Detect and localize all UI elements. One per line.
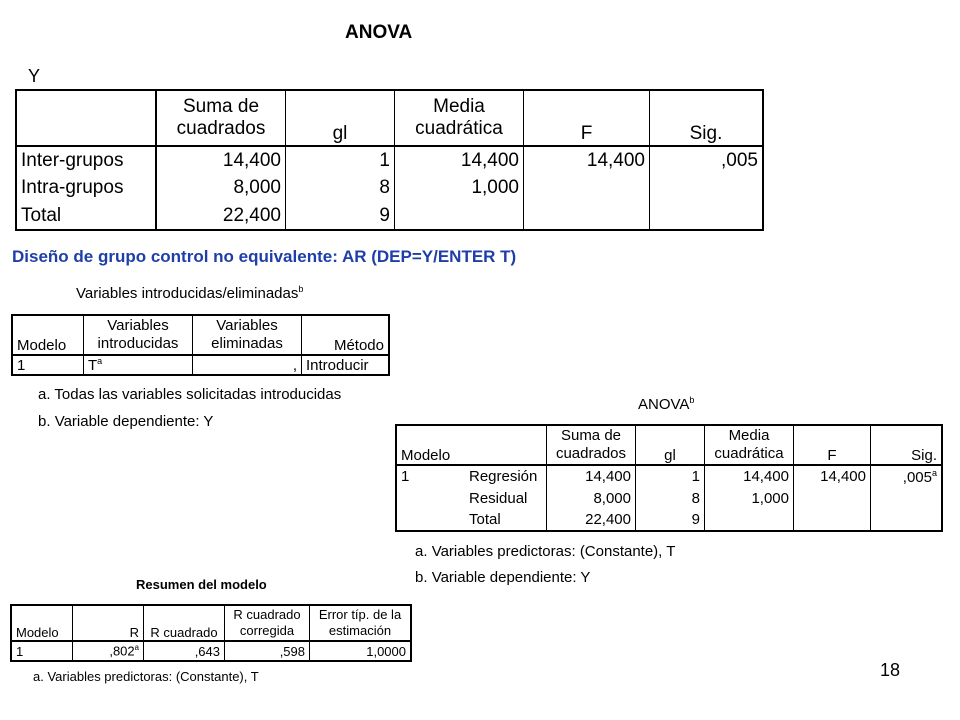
cell-r: [73, 641, 144, 661]
cell-r-corregida: ,598: [225, 641, 310, 661]
cell: 1: [636, 465, 705, 487]
cell: 8: [636, 487, 705, 509]
vars-note-a: [38, 386, 341, 403]
anova2-title-sup: b: [689, 395, 695, 405]
header-f: F: [524, 90, 650, 146]
cell: [650, 202, 764, 230]
note-text: Variables predictoras: (Constante), T: [47, 669, 259, 684]
header-modelo: Modelo: [12, 315, 84, 355]
row-label: Residual: [465, 487, 547, 509]
cell-r-text: ,802: [109, 643, 135, 659]
cell-introducidas-text: T: [88, 357, 98, 374]
anova2-note-a: [415, 543, 675, 560]
note-text: Variable dependiente: Y: [54, 413, 214, 430]
note-text: Variables predictoras: (Constante), T: [431, 543, 676, 560]
table-row: [12, 355, 389, 375]
cell: 14,400: [547, 465, 636, 487]
row-label: Total: [465, 509, 547, 531]
cell-introducidas-sup: a: [97, 356, 103, 366]
summary-table: [10, 604, 412, 662]
cell: 8,000: [547, 487, 636, 509]
header-eliminadas-text: Variables eliminadas: [211, 317, 283, 352]
header-introducidas: [84, 315, 193, 355]
cell-modelo: 1: [11, 641, 73, 661]
header-suma: [547, 425, 636, 465]
cell: 14,400: [395, 146, 524, 174]
cell-modelo: 1: [12, 355, 84, 375]
cell: 9: [636, 509, 705, 531]
cell: 22,400: [156, 202, 286, 230]
cell-r-cuadrado: ,643: [144, 641, 225, 661]
header-r: R: [73, 605, 144, 641]
row-label: Inter-grupos: [16, 146, 156, 174]
cell-sig: [871, 465, 943, 487]
header-error: [310, 605, 412, 641]
cell-model: [396, 509, 465, 531]
header-metodo: Método: [302, 315, 390, 355]
header-gl: gl: [286, 90, 395, 146]
table-row: [396, 509, 942, 531]
cell: 14,400: [524, 146, 650, 174]
note-mark: a.: [38, 386, 51, 403]
note-text: Variable dependiente: Y: [431, 569, 591, 586]
cell: 1: [286, 146, 395, 174]
page-number: 18: [880, 660, 901, 680]
anova2-table: [395, 424, 943, 532]
header-modelo: Modelo: [396, 425, 465, 465]
vars-table-title-text: Variables introducidas/eliminadas: [76, 285, 299, 302]
header-eliminadas: [193, 315, 302, 355]
header-suma-text: Suma de cuadrados: [176, 96, 266, 139]
header-introducidas-text: Variables introducidas: [97, 317, 179, 352]
cell: [794, 509, 871, 531]
note-mark: a.: [33, 669, 44, 684]
cell: 1,000: [395, 174, 524, 202]
anova1-table: [15, 89, 764, 231]
header-media: [395, 90, 524, 146]
table-row: [16, 146, 763, 174]
table-row: [396, 487, 942, 509]
cell: 22,400: [547, 509, 636, 531]
row-label: Intra-grupos: [16, 174, 156, 202]
header-f: F: [794, 425, 871, 465]
cell-eliminadas: ,: [193, 355, 302, 375]
header-r-corregida-text: R cuadrado corregida: [233, 607, 301, 638]
cell-model: [396, 487, 465, 509]
header-blank: [465, 425, 547, 465]
cell: 14,400: [705, 465, 794, 487]
note-mark: b.: [415, 569, 428, 586]
header-media: [705, 425, 794, 465]
header-sig: Sig.: [871, 425, 943, 465]
cell-r-sup: a: [134, 643, 139, 653]
cell-model: 1: [401, 468, 410, 485]
cell: [871, 487, 943, 509]
cell: ,005: [721, 149, 758, 171]
vars-table: [11, 314, 390, 376]
design-title: Diseño de grupo control no equivalente: AR (DEP=Y/ENTER T): [12, 247, 517, 266]
anova2-title-text: ANOVA: [638, 396, 690, 413]
table-row: [396, 465, 942, 487]
anova1-title: ANOVA: [345, 22, 413, 43]
vars-note-b: [38, 413, 213, 430]
cell: [524, 174, 650, 202]
anova2-note-b: [415, 569, 590, 586]
header-suma: [156, 90, 286, 146]
row-label: Regresión: [465, 465, 547, 487]
anova2-title: [638, 395, 694, 413]
vars-table-title: [76, 284, 303, 302]
header-sig: Sig.: [650, 90, 764, 146]
cell: 1,000: [705, 487, 794, 509]
header-suma-text: Suma de cuadrados: [555, 427, 627, 462]
table-row: [16, 202, 763, 230]
cell-sig-sup: a: [931, 467, 937, 478]
cell: [524, 202, 650, 230]
cell: 14,400: [156, 146, 286, 174]
cell-metodo: Introducir: [306, 356, 369, 374]
cell: [395, 202, 524, 230]
note-mark: a.: [415, 543, 428, 560]
cell-introducidas: [84, 355, 193, 375]
cell: [794, 487, 871, 509]
cell: [650, 174, 764, 202]
header-r-cuadrado: R cuadrado: [144, 605, 225, 641]
header-r-corregida: [225, 605, 310, 641]
corner-cell: [16, 90, 156, 146]
table-row: [16, 174, 763, 202]
vars-table-title-sup: b: [298, 284, 304, 294]
cell-sig-text: ,005: [902, 468, 932, 486]
cell: 8,000: [156, 174, 286, 202]
cell-error: 1,0000: [366, 643, 406, 659]
cell: [705, 509, 794, 531]
header-gl: gl: [636, 425, 705, 465]
header-modelo: Modelo: [11, 605, 73, 641]
cell: [871, 509, 943, 531]
anova1-dependent-label: Y: [28, 66, 41, 86]
header-error-text: Error típ. de la estimación: [318, 607, 402, 638]
row-label: Total: [16, 202, 156, 230]
summary-title: Resumen del modelo: [136, 577, 267, 592]
header-media-text: Media cuadrática: [714, 427, 784, 462]
summary-note-a: [33, 669, 259, 684]
table-row: [11, 641, 411, 661]
cell: 8: [286, 174, 395, 202]
note-text: Todas las variables solicitadas introducidas: [54, 386, 342, 403]
note-mark: b.: [38, 413, 51, 430]
header-media-text: Media cuadrática: [415, 96, 503, 139]
cell: 9: [286, 202, 395, 230]
cell: 14,400: [794, 465, 871, 487]
